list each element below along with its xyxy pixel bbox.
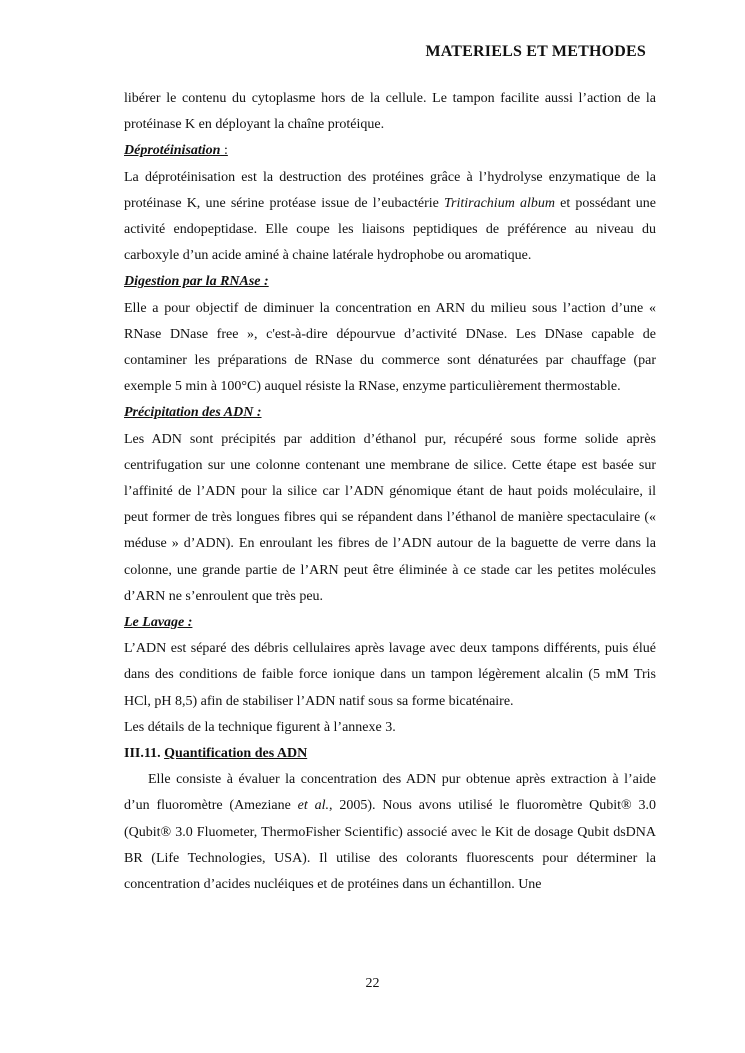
text-run: Elle consiste à évaluer la concentration des ADN pur obtenue après extraction à l’aide d’un fluoromètre (Ameziane <box>124 772 656 814</box>
subheading-text: Déprotéinisation <box>124 143 221 159</box>
subheading-rnase: Digestion par la RNAse : <box>124 274 269 290</box>
subheading-colon: : <box>220 143 228 159</box>
paragraph-quantification <box>124 767 656 898</box>
subheading-lavage: Le Lavage : <box>124 615 193 631</box>
section-title: Quantification des ADN <box>164 746 308 762</box>
paragraph-precipitation: Les ADN sont précipités par addition d’éthanol pur, récupéré sous forme solide après centrifugation sur une colonne contenant une membrane de silice. Cette étape est basée sur l’affinité de l’ADN pour la silice car l’ADN génomique étant de haut poids moléculaire, il peut former de très longues fibres qui se répandent dans l’éthanol de manière spectaculaire (« méduse » d’ADN). En enroulant les fibres de l’ADN autour de la baguette de verre dans la colonne, une grande partie de l’ARN peut être éliminée à ce stade car les petites molécules d’ARN ne s’enroulent que très peu. <box>124 431 656 604</box>
text-run: La déprotéinisation est la destruction des protéines grâce à l’hydrolyse enzymatique de la protéinase K, une sérine protéase issue de l’eubactérie <box>124 169 656 211</box>
paragraph-intro: libérer le contenu du cytoplasme hors de la cellule. Le tampon facilite aussi l’action de la protéinase K en déployant la chaîne protéique. <box>124 91 656 133</box>
section-number: III.11. <box>124 746 165 762</box>
subheading-precipitation: Précipitation des ADN : <box>124 405 262 421</box>
paragraph-lavage: L’ADN est séparé des débris cellulaires après lavage avec deux tampons différents, puis élué dans des conditions de faible force ionique dans un tampon légèrement alcalin (5 mM Tris HCl, pH 8,5) afin de stabiliser l’ADN natif sous sa forme bicaténaire. <box>124 641 656 709</box>
text-run: et possédant une activité endopeptidase. Elle coupe les liaisons peptidiques de préférence au niveau du carboxyle d’un acide aminé à chaine latérale hydrophobe ou aromatique. <box>124 195 657 264</box>
paragraph-deproteinisation <box>124 165 656 270</box>
section-heading <box>124 741 656 767</box>
paragraph-rnase: Elle a pour objectif de diminuer la concentration en ARN du milieu sous l’action d’une « RNase DNase free », c'est-à-dire dépourvue d’activité DNase. Les DNase capable de contaminer les préparations de RNase du commerce sont dénaturées par chauffage (par exemple 5 min à 100°C) auquel résiste la RNase, enzyme particulièrement thermostable. <box>124 300 656 395</box>
text-run: , 2005). Nous avons utilisé le fluoromètre Qubit® 3.0 (Qubit® 3.0 Fluometer, ThermoFisher Scientific) associé avec le Kit de dosage Qubit dsDNA BR (Life Technologies, USA). Il utilise des colorants fluorescents pour déterminer la concentration d’acides nucléiques et de protéines dans un échantillon. Une <box>124 798 656 893</box>
body-text <box>124 86 656 898</box>
subheading-deproteinisation <box>124 138 656 164</box>
citation-italic: et al. <box>297 798 329 814</box>
page-number: 22 <box>365 976 380 991</box>
chapter-header: MATERIELS ET METHODES <box>425 43 646 60</box>
paragraph-annexe: Les détails de la technique figurent à l’annexe 3. <box>124 719 396 735</box>
species-name: Tritirachium album <box>444 195 555 211</box>
